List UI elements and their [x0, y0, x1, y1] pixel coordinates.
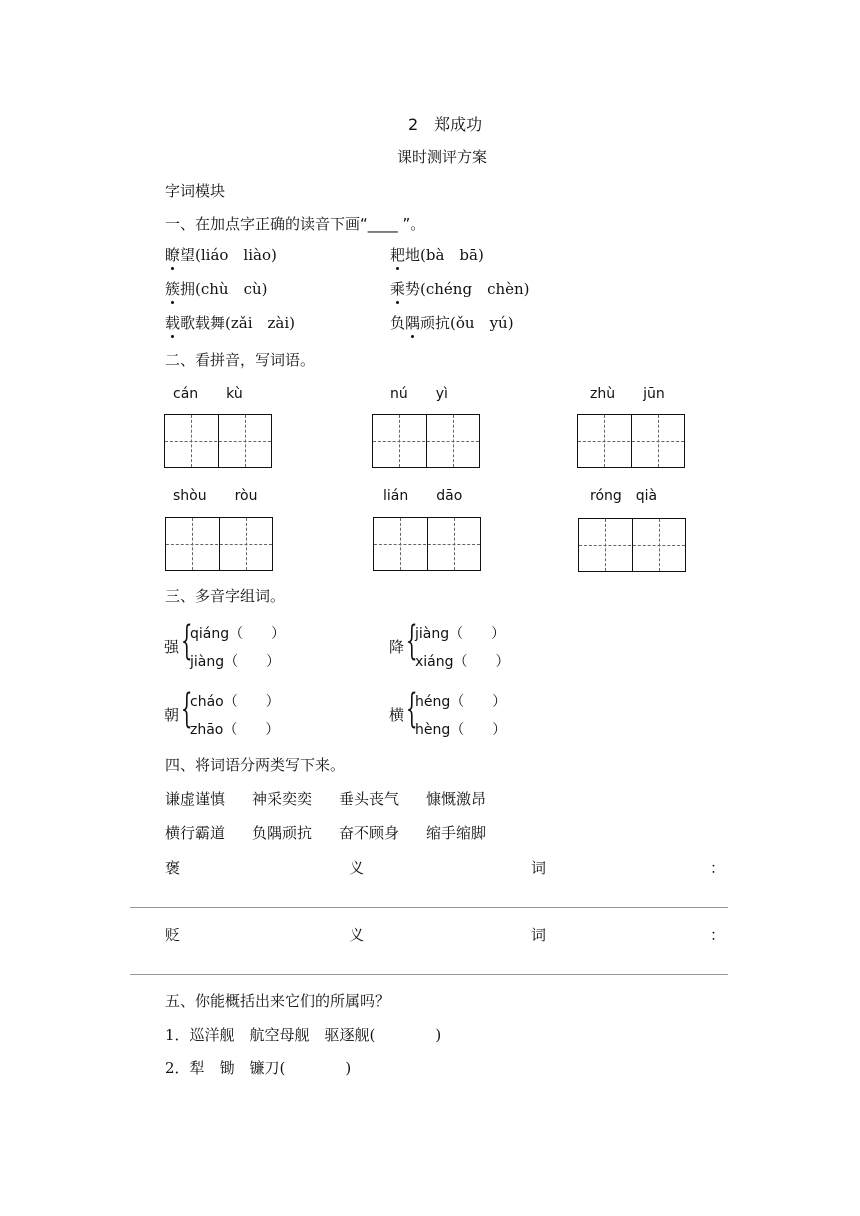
q1-item: 负隅顽抗(ǒu yú) [390, 314, 514, 332]
q1-heading: 一、在加点字正确的读音下画“____ ”。 [165, 215, 426, 233]
pinyin-label: zhù jūn [590, 386, 665, 402]
derog-label: 词 [531, 926, 547, 944]
page-title: 2 郑成功 [408, 115, 483, 134]
word-item: 负隅顽抗 [252, 824, 313, 842]
pinyin-label: róng qià [590, 488, 658, 504]
polyphone-option: héng（ ） [415, 694, 507, 710]
praise-label: 词 [531, 859, 547, 877]
q2-heading: 二、看拼音，写词语。 [165, 351, 316, 369]
word-item: 奋不顾身 [339, 824, 400, 842]
word-item: 垂头丧气 [339, 790, 400, 808]
derog-label: ： [710, 926, 726, 944]
polyphone-option: qiáng（ ） [190, 626, 286, 642]
q5-heading: 五、你能概括出来它们的所属吗？ [165, 992, 391, 1010]
praise-label: 褒 [165, 859, 181, 877]
polyphone-option: zhāo（ ） [190, 722, 280, 738]
q1-item: 簇拥(chù cù) [165, 280, 268, 298]
q5-item: 2．犁 锄 镰刀( ) [165, 1059, 352, 1077]
pinyin-label: cán kù [173, 386, 243, 402]
writing-grid[interactable] [578, 518, 686, 572]
writing-grid[interactable] [165, 517, 273, 571]
brace-icon: { [406, 686, 418, 732]
polyphone-option: cháo（ ） [190, 694, 280, 710]
q1-item: 乘势(chéng chèn) [390, 280, 530, 298]
derog-label: 义 [349, 926, 365, 944]
page-subtitle: 课时测评方案 [397, 148, 488, 166]
q1-item: 载歌载舞(zǎi zài) [165, 314, 296, 332]
module-heading: 字词模块 [165, 182, 226, 200]
answer-line[interactable] [130, 907, 728, 908]
writing-grid[interactable] [577, 414, 685, 468]
word-item: 缩手缩脚 [426, 824, 487, 842]
polyphone-char: 朝 [164, 706, 180, 724]
polyphone-option: jiàng（ ） [415, 626, 506, 642]
word-item: 慷慨激昂 [426, 790, 487, 808]
q5-item: 1．巡洋舰 航空母舰 驱逐舰( ) [165, 1026, 442, 1044]
polyphone-char: 降 [389, 638, 405, 656]
pinyin-label: shòu ròu [173, 488, 258, 504]
word-item: 神采奕奕 [252, 790, 313, 808]
polyphone-char: 强 [164, 638, 180, 656]
derog-label: 贬 [165, 926, 181, 944]
word-item: 谦虚谨慎 [165, 790, 226, 808]
q1-item: 瞭望(liáo liào) [165, 246, 277, 264]
praise-label: 义 [349, 859, 365, 877]
praise-label: ： [710, 859, 726, 877]
pinyin-label: nú yì [390, 386, 448, 402]
brace-icon: { [181, 618, 193, 664]
word-item: 横行霸道 [165, 824, 226, 842]
q3-heading: 三、多音字组词。 [165, 587, 286, 605]
writing-grid[interactable] [372, 414, 480, 468]
writing-grid[interactable] [373, 517, 481, 571]
polyphone-option: xiáng（ ） [415, 654, 510, 670]
polyphone-char: 横 [389, 706, 405, 724]
brace-icon: { [406, 618, 418, 664]
writing-grid[interactable] [164, 414, 272, 468]
answer-line[interactable] [130, 974, 728, 975]
pinyin-label: lián dāo [383, 488, 463, 504]
q1-item: 耙地(bà bā) [390, 246, 484, 264]
polyphone-option: jiàng（ ） [190, 654, 281, 670]
polyphone-option: hèng（ ） [415, 722, 507, 738]
brace-icon: { [181, 686, 193, 732]
q4-heading: 四、将词语分两类写下来。 [165, 756, 346, 774]
